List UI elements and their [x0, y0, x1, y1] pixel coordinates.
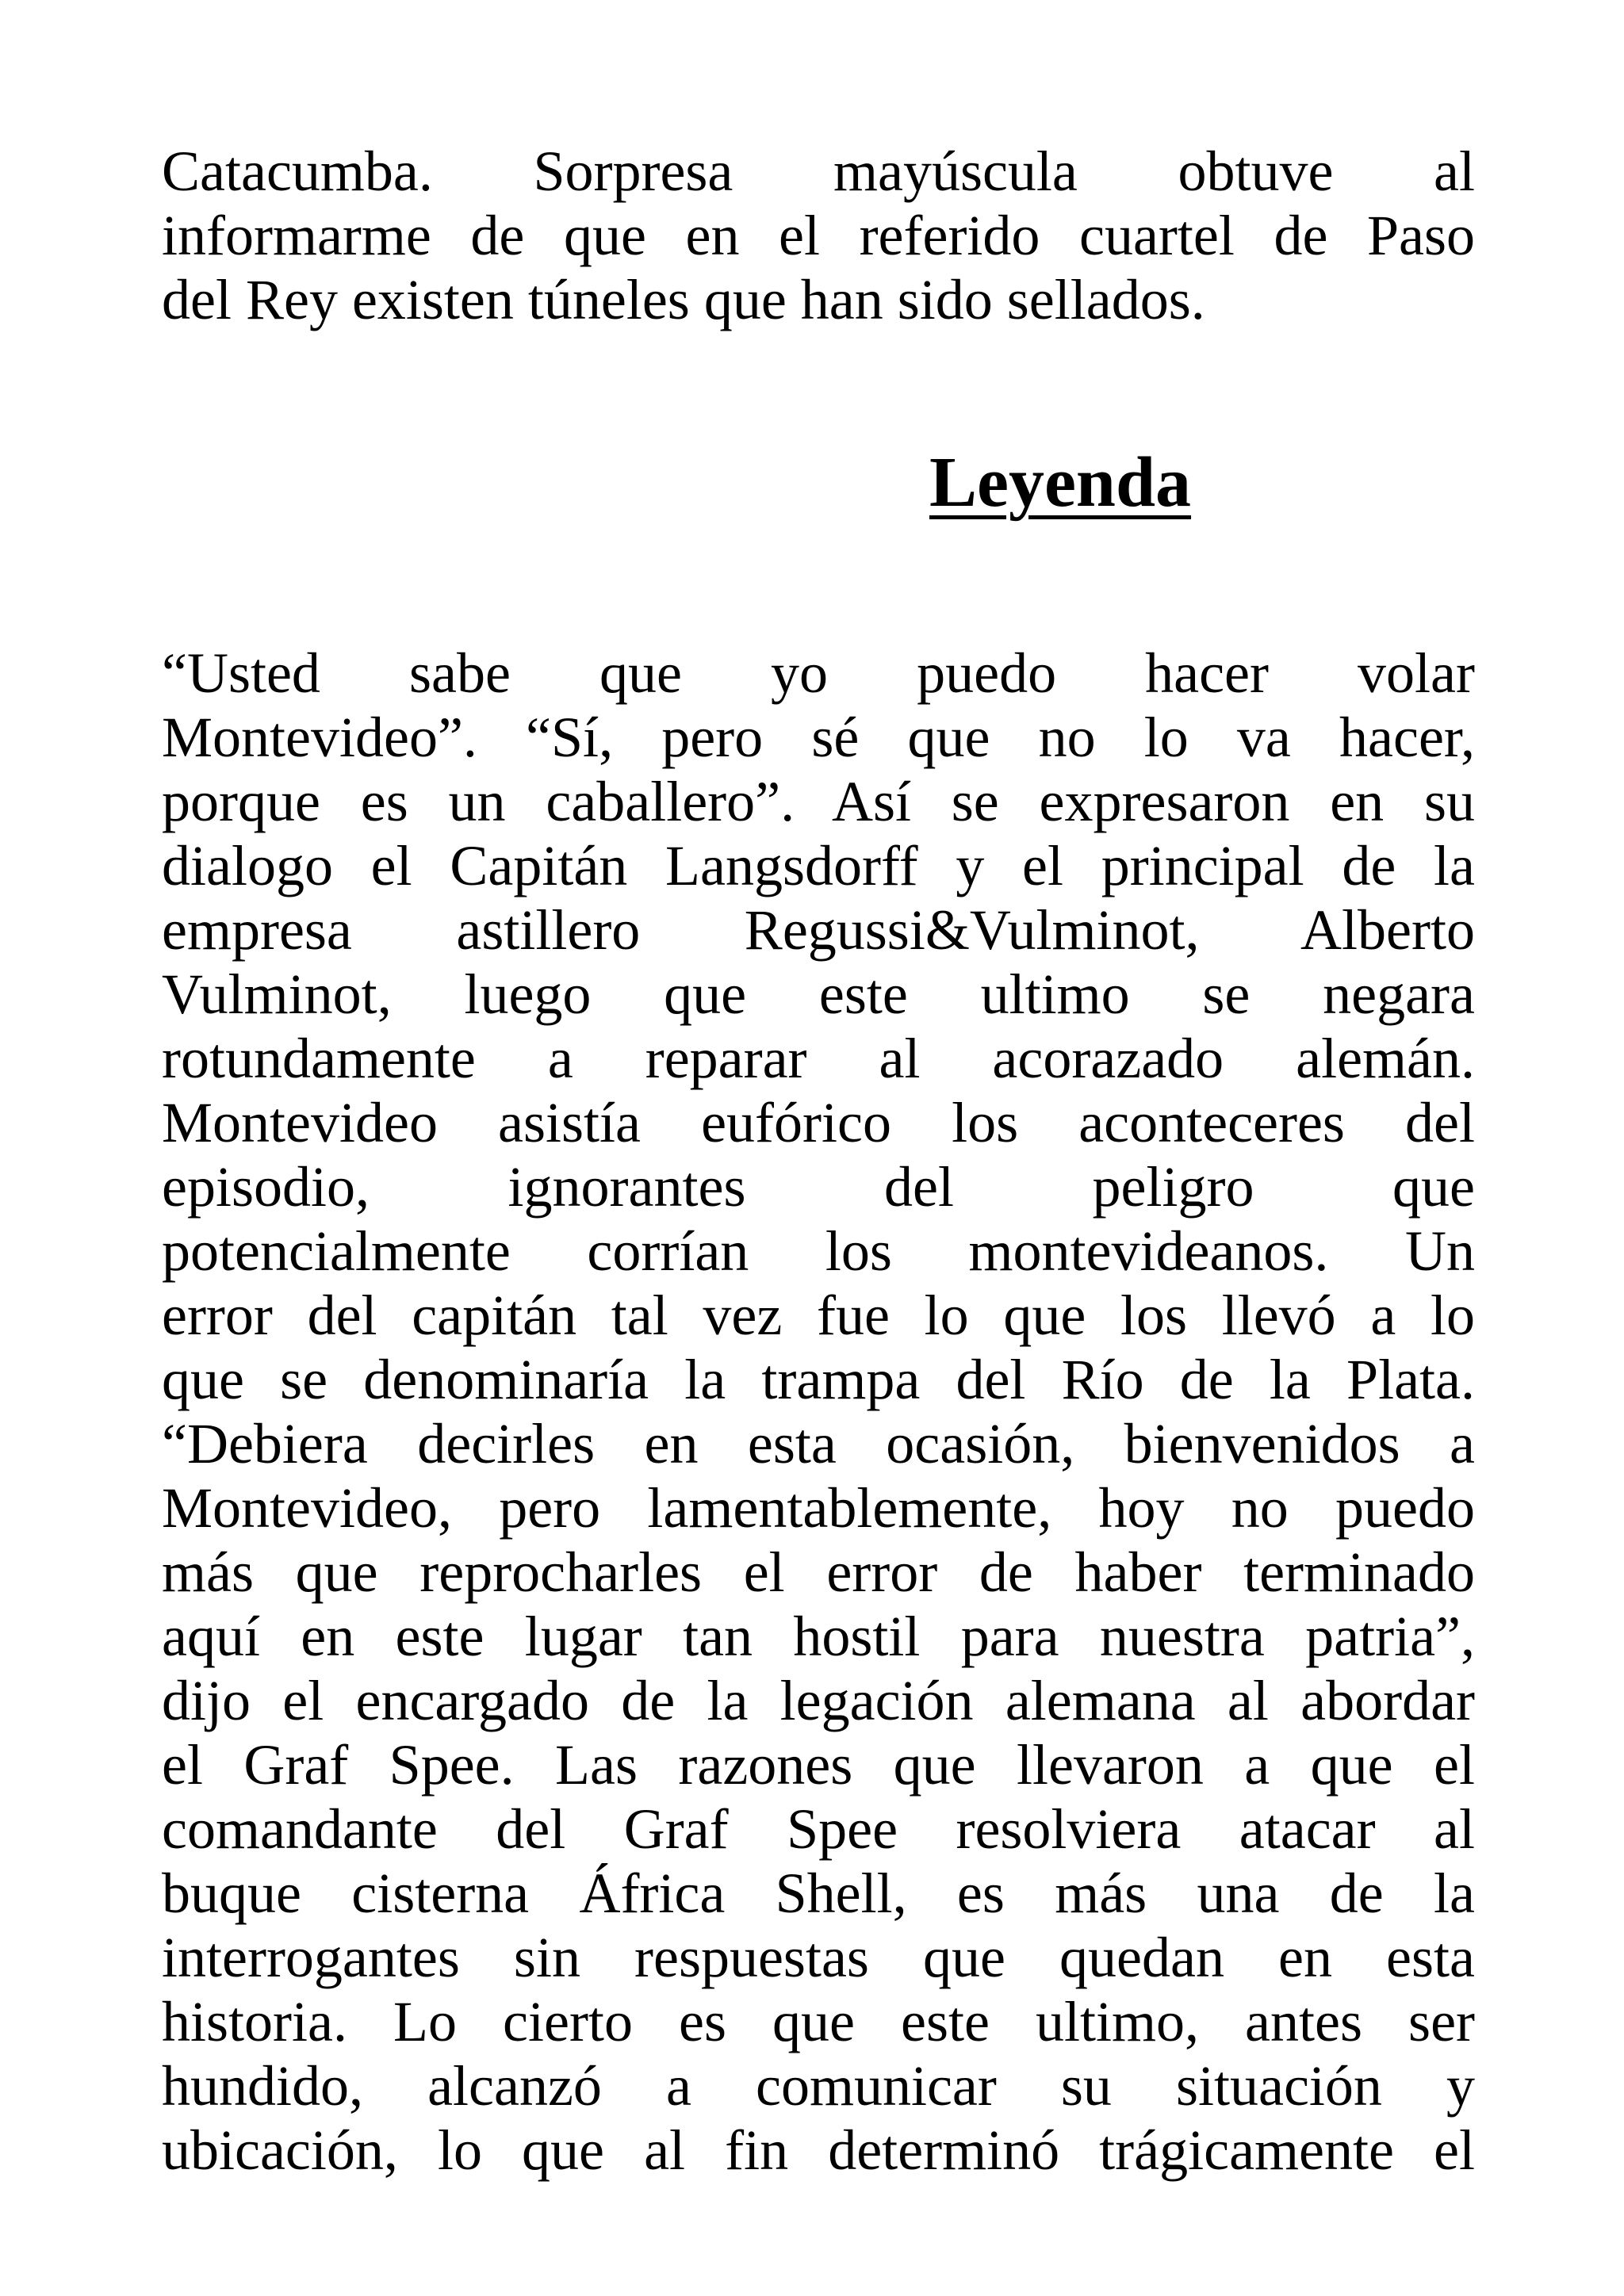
text-line: buque cisterna África Shell, es más una de la: [162, 1862, 1475, 1925]
text-line: error del capitán tal vez fue lo que los llevó a lo: [162, 1284, 1475, 1347]
text-line: ubicación, lo que al fin determinó trágicamente el: [162, 2118, 1475, 2182]
text-line: rotundamente a reparar al acorazado alemán.: [162, 1027, 1475, 1090]
document-page: [162, 140, 1475, 2183]
text-line: interrogantes sin respuestas que quedan en esta: [162, 1926, 1475, 1989]
text-line: aquí en este lugar tan hostil para nuestra patria”,: [162, 1605, 1475, 1668]
text-line: porque es un caballero”. Así se expresaron en su: [162, 770, 1475, 833]
text-line: más que reprocharles el error de haber terminado: [162, 1540, 1475, 1604]
text-line: historia. Lo cierto es que este ultimo, antes ser: [162, 1990, 1475, 2053]
text-line: Montevideo asistía eufórico los aconteceres del: [162, 1091, 1475, 1154]
text-line: Vulminot, luego que este ultimo se negara: [162, 962, 1475, 1026]
text-line: comandante del Graf Spee resolviera atacar al: [162, 1797, 1475, 1861]
section-heading: Leyenda: [929, 443, 1192, 522]
section-heading-wrapper: [162, 443, 1475, 522]
text-line: “Usted sabe que yo puedo hacer volar: [162, 641, 1475, 705]
text-line: “Debiera decirles en esta ocasión, bienvenidos a: [162, 1412, 1475, 1475]
text-line: del Rey existen túneles que han sido sellados.: [162, 268, 1205, 331]
text-line: Montevideo”. “Sí, pero sé que no lo va hacer,: [162, 706, 1475, 769]
text-line: hundido, alcanzó a comunicar su situación y: [162, 2054, 1475, 2118]
text-line: episodio, ignorantes del peligro que: [162, 1155, 1475, 1219]
text-line: el Graf Spee. Las razones que llevaron a que el: [162, 1733, 1475, 1797]
text-line: Catacumba. Sorpresa mayúscula obtuve al: [162, 140, 1475, 203]
text-line: empresa astillero Regussi&Vulminot, Alberto: [162, 898, 1475, 962]
text-line: Montevideo, pero lamentablemente, hoy no puedo: [162, 1476, 1475, 1540]
intro-paragraph: [162, 140, 1475, 332]
text-line: dijo el encargado de la legación alemana al abordar: [162, 1669, 1475, 1732]
text-line: informarme de que en el referido cuartel de Paso: [162, 204, 1475, 267]
text-line: potencialmente corrían los montevideanos. Un: [162, 1219, 1475, 1283]
text-line: dialogo el Capitán Langsdorff y el principal de la: [162, 834, 1475, 897]
text-line: que se denominaría la trampa del Río de la Plata.: [162, 1348, 1475, 1411]
body-paragraph: [162, 641, 1475, 2183]
